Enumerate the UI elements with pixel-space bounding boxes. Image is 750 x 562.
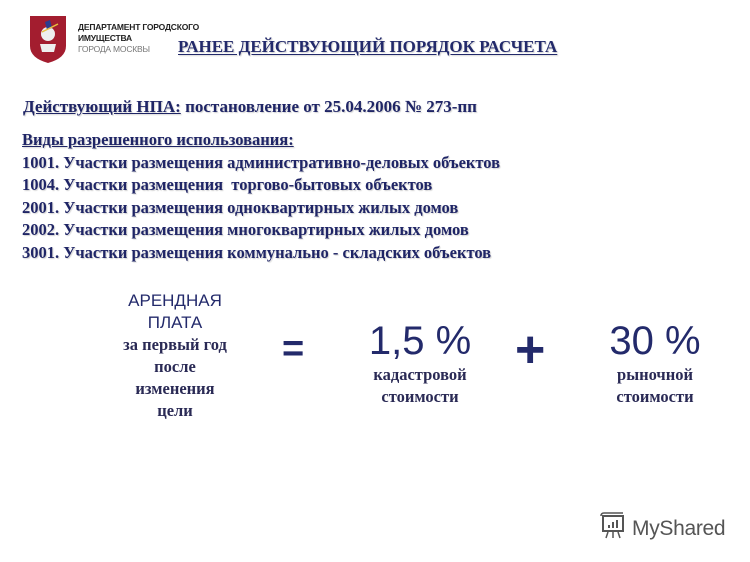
rent-line-2: ПЛАТА [147,313,203,332]
rent-label [100,290,250,422]
market-term [580,318,730,408]
list-item: 1004. Участки размещения торгово-бытовых объектов [22,175,433,194]
permitted-uses-heading: Виды разрешенного использования: [22,130,294,149]
rent-formula [0,290,750,430]
cadastral-desc-2: стоимости [381,387,459,406]
myshared-watermark [600,512,725,545]
rent-line-4: после [154,357,196,376]
org-line-2: ИМУЩЕСТВА [78,33,132,43]
market-desc-1: рыночной [617,365,693,384]
list-item: 3001. Участки размещения коммунально - складских объектов [22,242,492,262]
watermark-text: MyShared [632,516,726,540]
list-item: 1001. Участки размещения административно-деловых объектов [22,152,501,172]
presentation-board-icon [600,512,626,545]
org-line-3: ГОРОДА МОСКВЫ [78,44,150,54]
permitted-uses-list [22,129,500,264]
npa-label: Действующий НПА: [23,97,181,116]
equals-sign: = [282,328,305,370]
rent-line-3: за первый год [123,335,227,354]
npa-value: постановление от 25.04.2006 № 273-пп [180,97,477,116]
npa-line [23,97,477,117]
rent-line-1: АРЕНДНАЯ [128,291,222,310]
page-title: РАНЕЕ ДЕЙСТВУЮЩИЙ ПОРЯДОК РАСЧЕТА [178,37,558,56]
department-logo [28,14,199,64]
rent-line-6: цели [157,401,193,420]
market-percent: 30 % [609,319,701,363]
moscow-coat-of-arms-icon [28,14,68,64]
list-item: 2001. Участки размещения одноквартирных жилых домов [22,197,459,217]
cadastral-desc-1: кадастровой [373,365,467,384]
market-desc-2: стоимости [616,387,694,406]
org-line-1: ДЕПАРТАМЕНТ ГОРОДСКОГО [78,22,200,32]
plus-sign: + [515,321,546,379]
cadastral-term [345,318,495,408]
list-item: 2002. Участки размещения многоквартирных жилых домов [22,220,469,239]
cadastral-percent: 1,5 % [368,319,472,363]
rent-line-5: изменения [135,379,215,398]
